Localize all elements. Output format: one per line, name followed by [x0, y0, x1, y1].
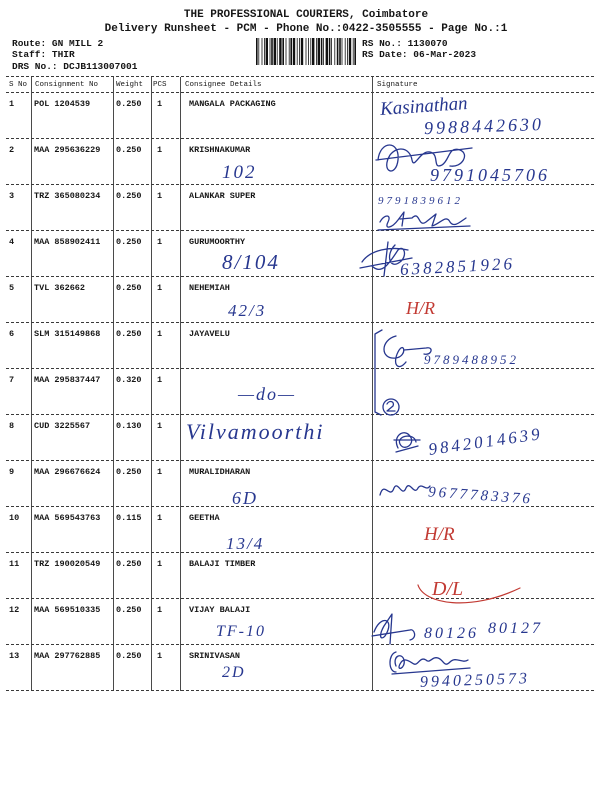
- weight-value: 0.320: [116, 375, 142, 385]
- weight-value: 0.130: [116, 421, 142, 431]
- weight-value: 0.250: [116, 191, 142, 201]
- serial-number: 12: [9, 605, 20, 615]
- column-header-signature: Signature: [377, 81, 418, 89]
- serial-number: 4: [9, 237, 15, 247]
- handwritten-address-note: 13/4: [226, 534, 265, 553]
- pieces-count: 1: [157, 283, 163, 293]
- consignment-number: MAA 296676624: [34, 467, 101, 477]
- serial-number: 6: [9, 329, 15, 339]
- consignment-number: MAA 297762885: [34, 651, 101, 661]
- serial-number: 8: [9, 421, 15, 431]
- handwritten-phone-number: 9791839612: [378, 195, 463, 207]
- serial-number: 11: [9, 559, 20, 569]
- consignment-number: MAA 569510335: [34, 605, 101, 615]
- pieces-count: 1: [157, 375, 163, 385]
- weight-value: 0.250: [116, 467, 142, 477]
- handwritten-phone-number: 80127: [488, 620, 543, 637]
- rs-number: RS No.: 1130070: [362, 38, 448, 49]
- weight-value: 0.250: [116, 237, 142, 247]
- weight-value: 0.250: [116, 145, 142, 155]
- consignee-name: KRISHNAKUMAR: [189, 145, 251, 155]
- consignment-number: MAA 858902411: [34, 237, 101, 247]
- table-row: [0, 323, 600, 369]
- pieces-count: 1: [157, 99, 163, 109]
- pieces-count: 1: [157, 467, 163, 477]
- weight-value: 0.250: [116, 605, 142, 615]
- handwritten-address-note: 8/104: [222, 250, 280, 274]
- consignment-number: MAA 295837447: [34, 375, 101, 385]
- handwritten-address-note: 2D: [222, 664, 246, 681]
- weight-value: 0.250: [116, 283, 142, 293]
- handwritten-phone-number: 9842014639: [427, 424, 544, 459]
- handwritten-address-note: 42/3: [228, 301, 267, 320]
- consignment-number: CUD 3225567: [34, 421, 91, 431]
- consignment-number: TVL 362662: [34, 283, 86, 293]
- consignee-name: MANGALA PACKAGING: [189, 99, 276, 109]
- handwritten-phone-number: 9789488952: [424, 352, 519, 367]
- consignee-name: BALAJI TIMBER: [189, 559, 256, 569]
- serial-number: 9: [9, 467, 15, 477]
- pieces-count: 1: [157, 513, 163, 523]
- consignment-number: SLM 315149868: [34, 329, 101, 339]
- handwritten-signature-text: D/L: [432, 578, 464, 600]
- column-header-sno: S No: [9, 81, 28, 89]
- handwritten-phone-number: 9677783376: [427, 484, 534, 508]
- handwritten-signature-text: H/R: [406, 298, 435, 318]
- handwritten-phone-number: 6382851926: [399, 254, 516, 279]
- handwritten-phone-number: 9791045706: [430, 165, 550, 185]
- serial-number: 7: [9, 375, 15, 385]
- handwritten-signature-text: H/R: [424, 524, 455, 545]
- consignee-name: GEETHA: [189, 513, 220, 523]
- handwritten-phone-number: 9940250573: [419, 670, 531, 691]
- company-title: THE PROFESSIONAL COURIERS, Coimbatore: [183, 9, 429, 21]
- weight-value: 0.250: [116, 99, 142, 109]
- pieces-count: 1: [157, 421, 163, 431]
- runsheet-subtitle: Delivery Runsheet - PCM - Phone No.:0422-3505555 - Page No.:1: [104, 23, 508, 35]
- table-row: [0, 599, 600, 645]
- table-row: [0, 507, 600, 553]
- consignment-number: MAA 569543763: [34, 513, 101, 523]
- consignment-number: TRZ 365080234: [34, 191, 101, 201]
- route-label: Route: GN MILL 2: [12, 38, 104, 49]
- handwritten-signature-text: Kasinathan: [379, 92, 469, 121]
- pieces-count: 1: [157, 329, 163, 339]
- table-row: [0, 461, 600, 507]
- serial-number: 2: [9, 145, 15, 155]
- consignment-number: TRZ 190020549: [34, 559, 101, 569]
- consignee-name: NEHEMIAH: [189, 283, 230, 293]
- table-row: [0, 139, 600, 185]
- consignee-name: JAYAVELU: [189, 329, 230, 339]
- pieces-count: 1: [157, 559, 163, 569]
- drs-number: DRS No.: DCJB113007001: [12, 61, 138, 72]
- table-row: [0, 645, 600, 691]
- table-row: [0, 415, 600, 461]
- consignment-number: POL 1204539: [34, 99, 91, 109]
- consignee-name: MURALIDHARAN: [189, 467, 251, 477]
- handwritten-address-note: TF-10: [216, 623, 266, 640]
- serial-number: 3: [9, 191, 15, 201]
- delivery-table: [0, 93, 600, 691]
- consignee-name: VIJAY BALAJI: [189, 605, 251, 615]
- consignment-number: MAA 295636229: [34, 145, 101, 155]
- table-row: [0, 93, 600, 139]
- handwritten-phone-number: 80126: [424, 625, 479, 642]
- weight-value: 0.250: [116, 329, 142, 339]
- table-row: [0, 231, 600, 277]
- pieces-count: 1: [157, 237, 163, 247]
- table-row: [0, 185, 600, 231]
- handwritten-address-note: 6D: [232, 488, 258, 508]
- divider: [6, 76, 594, 77]
- weight-value: 0.250: [116, 559, 142, 569]
- column-header-pcs: PCS: [153, 81, 167, 89]
- column-header-consignment: Consignment No: [35, 81, 99, 89]
- barcode: [256, 38, 356, 65]
- serial-number: 10: [9, 513, 20, 523]
- table-row: [0, 553, 600, 599]
- rs-date: RS Date: 06-Mar-2023: [362, 49, 477, 60]
- pieces-count: 1: [157, 651, 163, 661]
- serial-number: 5: [9, 283, 15, 293]
- handwritten-address-note: 102: [222, 162, 257, 183]
- column-header-consignee: Consignee Details: [185, 81, 262, 89]
- pieces-count: 1: [157, 605, 163, 615]
- pieces-count: 1: [157, 191, 163, 201]
- table-row: [0, 369, 600, 415]
- table-row: [0, 277, 600, 323]
- handwritten-phone-number: 9988442630: [423, 113, 545, 139]
- row-divider: [6, 690, 594, 691]
- handwritten-address-note: —do—: [238, 384, 297, 404]
- staff-label: Staff: THIR: [12, 49, 75, 60]
- serial-number: 13: [9, 651, 20, 661]
- handwritten-address-note: Vilvamoorthi: [186, 419, 325, 444]
- column-header-weight: Weight: [116, 81, 144, 89]
- weight-value: 0.250: [116, 651, 142, 661]
- pieces-count: 1: [157, 145, 163, 155]
- consignee-name: SRINIVASAN: [189, 651, 241, 661]
- serial-number: 1: [9, 99, 15, 109]
- consignee-name: GURUMOORTHY: [189, 237, 246, 247]
- weight-value: 0.115: [116, 513, 142, 523]
- consignee-name: ALANKAR SUPER: [189, 191, 256, 201]
